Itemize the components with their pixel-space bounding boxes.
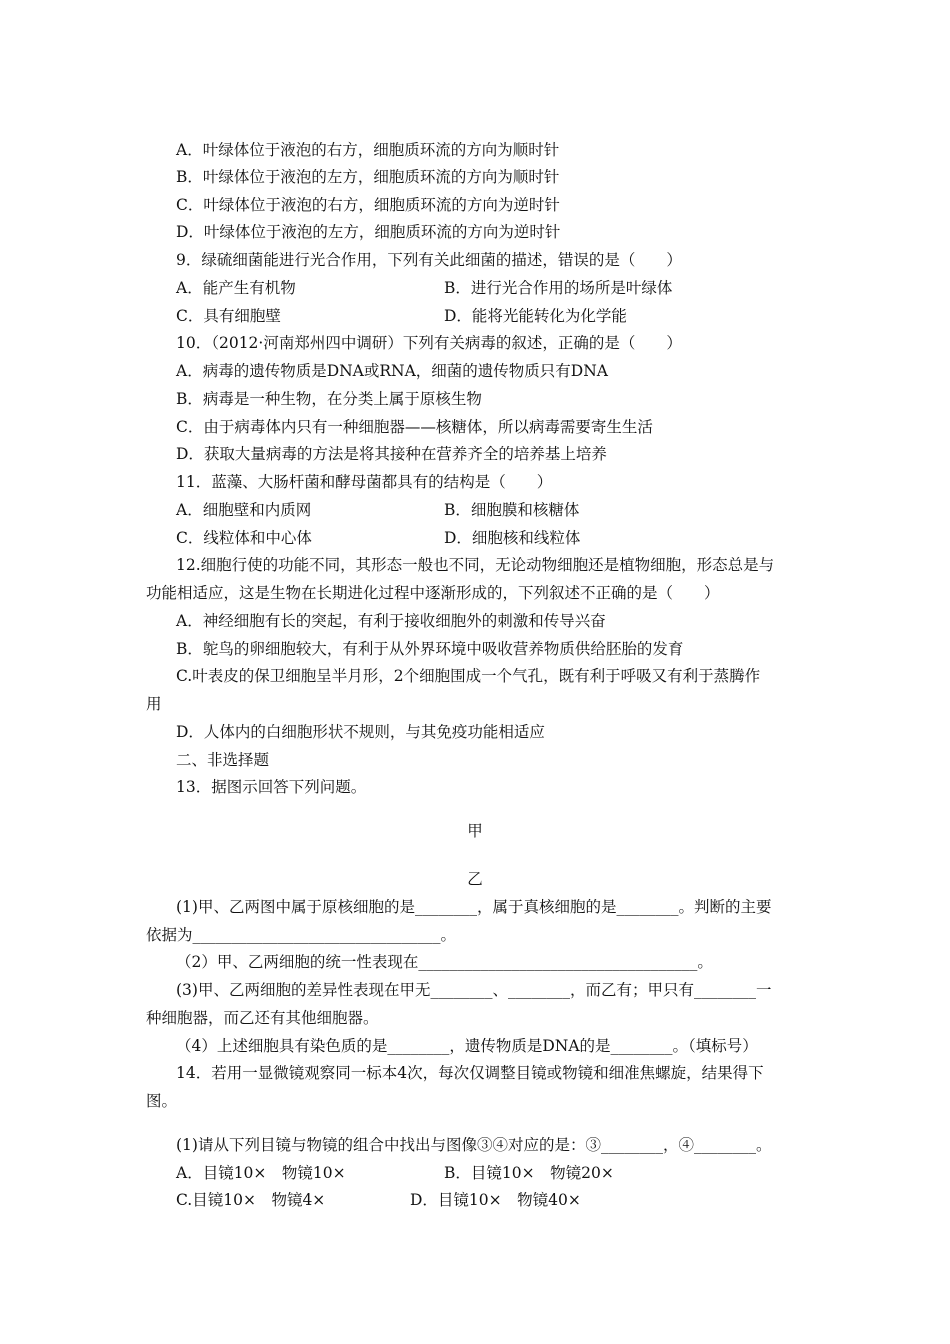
q11-option-a: A．细胞壁和内质网 [176,501,312,519]
q10-option-c: C．由于病毒体内只有一种细胞器——核糖体，所以病毒需要寄生生活 [176,418,653,436]
q13-part3-line2: 种细胞器，而乙还有其他细胞器。 [146,1009,379,1027]
q12-option-c-line2: 用 [146,695,162,713]
q14-option-a: A．目镜10× 物镜10× [176,1164,346,1182]
q9-option-c: C．具有细胞壁 [176,307,281,325]
q14-option-b: B．目镜10× 物镜20× [444,1164,614,1182]
q12-option-a: A．神经细胞有长的突起，有利于接收细胞外的刺激和传导兴奋 [176,612,606,630]
q14-part1: (1)请从下列目镜与物镜的组合中找出与图像③④对应的是：③________，④________。 [176,1136,772,1154]
q10-option-b: B．病毒是一种生物，在分类上属于原核生物 [176,390,482,408]
q13-part4: （4）上述细胞具有染色质的是________，遗传物质是DNA的是________。（填标号） [176,1037,758,1055]
q12-stem-line2: 功能相适应，这是生物在长期进化过程中逐渐形成的，下列叙述不正确的是（ ） [146,584,720,602]
q11-option-b: B．细胞膜和核糖体 [444,501,580,519]
q9-stem: 9．绿硫细菌能进行光合作用，下列有关此细菌的描述，错误的是（ ） [176,251,682,269]
q8-option-d: D．叶绿体位于液泡的左方，细胞质环流的方向为逆时针 [176,223,561,241]
q14-option-d: D．目镜10× 物镜40× [410,1191,581,1209]
figure-label-yi: 乙 [467,870,483,888]
q11-option-c: C．线粒体和中心体 [176,529,312,547]
q14-stem-line1: 14．若用一显微镜观察同一标本4次，每次仅调整目镜或物镜和细准焦螺旋，结果得下 [176,1064,764,1082]
q12-option-c-line1: C.叶表皮的保卫细胞呈半月形，2个细胞围成一个气孔，既有利于呼吸又有利于蒸腾作 [176,667,761,685]
q13-part3-line1: (3)甲、乙两细胞的差异性表现在甲无________、________，而乙有；甲只有________一 [176,981,772,999]
q12-option-d: D．人体内的白细胞形状不规则，与其免疫功能相适应 [176,723,545,741]
q9-option-b: B．进行光合作用的场所是叶绿体 [444,279,673,297]
q9-option-d: D．能将光能转化为化学能 [444,307,627,325]
q13-part1-line1: (1)甲、乙两图中属于原核细胞的是________，属于真核细胞的是________。判断的主要 [176,898,772,916]
q8-option-a: A．叶绿体位于液泡的右方，细胞质环流的方向为顺时针 [176,141,560,159]
q12-option-b: B．鸵鸟的卵细胞较大，有利于从外界环境中吸收营养物质供给胚胎的发育 [176,640,684,658]
figure-label-jia: 甲 [467,822,483,840]
q9-option-a: A．能产生有机物 [176,279,296,297]
q13-part1-line2: 依据为________________________________。 [146,926,457,944]
q14-option-c: C.目镜10× 物镜4× [176,1191,326,1209]
q12-stem-line1: 12.细胞行使的功能不同，其形态一般也不同，无论动物细胞还是植物细胞，形态总是与 [176,556,775,574]
q13-stem: 13．据图示回答下列问题。 [176,778,367,796]
q11-option-d: D．细胞核和线粒体 [444,529,581,547]
q10-option-a: A．病毒的遗传物质是DNA或RNA，细菌的遗传物质只有DNA [176,362,608,380]
q10-stem: 10．（2012·河南郑州四中调研）下列有关病毒的叙述，正确的是（ ） [176,334,682,352]
q14-stem-line2: 图。 [146,1092,178,1110]
q8-option-b: B．叶绿体位于液泡的左方，细胞质环流的方向为顺时针 [176,168,560,186]
q11-stem: 11．蓝藻、大肠杆菌和酵母菌都具有的结构是（ ） [176,473,553,491]
section-heading: 二、非选择题 [176,751,270,769]
q13-part2: （2）甲、乙两细胞的统一性表现在____________________________________。 [176,953,713,971]
q8-option-c: C．叶绿体位于液泡的右方，细胞质环流的方向为逆时针 [176,196,560,214]
q10-option-d: D．获取大量病毒的方法是将其接种在营养齐全的培养基上培养 [176,445,607,463]
